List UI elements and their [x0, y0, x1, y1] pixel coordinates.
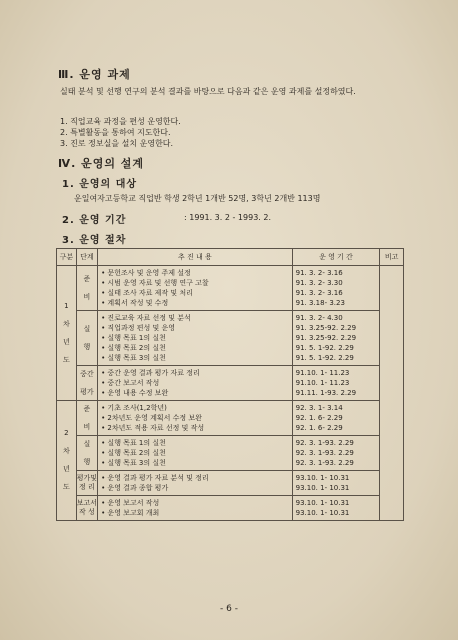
period-line: 92. 1. 6- 2.29: [295, 424, 343, 432]
period-cell: [292, 496, 380, 521]
period-line: 91. 3. 2- 4.30: [295, 314, 343, 322]
stage-label: 평가및 정 리: [76, 471, 97, 496]
content-line: • 실행 목표 3의 실천: [101, 354, 166, 362]
operation-period-value: : 1991. 3. 2 - 1993. 2.: [184, 213, 271, 222]
section-4-heading: Ⅳ. 운영의 설계: [58, 157, 145, 170]
stage-label: 중간 평가: [76, 366, 97, 401]
content-cell: [98, 436, 293, 471]
content-line: • 운영 결과 종합 평가: [101, 484, 169, 492]
period-line: 91.10. 1- 11.23: [295, 369, 350, 377]
table-row: [57, 401, 404, 436]
content-line: • 운영 결과 평가 자료 분석 및 정리: [101, 474, 209, 482]
content-line: • 중간 운영 결과 평가 자료 정리: [101, 369, 200, 377]
period-cell: [292, 366, 380, 401]
period-line: 91. 5. 1-92. 2.29: [295, 344, 354, 352]
header-category: 구분: [57, 249, 77, 266]
period-cell: [292, 311, 380, 366]
header-remarks: 비고: [380, 249, 404, 266]
header-content: 추 진 내 용: [98, 249, 293, 266]
stage-label: 준 비: [76, 401, 97, 436]
content-line: • 운영 보고회 개최: [101, 509, 160, 517]
content-cell: [98, 496, 293, 521]
stage-label: 준 비: [76, 266, 97, 311]
section-3-intro: 실태 분석 및 선행 연구의 분석 결과를 바탕으로 다음과 같은 운영 과제를 설정하였다.: [60, 87, 356, 96]
content-line: • 중간 보고서 작성: [101, 379, 160, 387]
section-3-heading: Ⅲ. 운영 과제: [58, 68, 131, 81]
table-row: [57, 366, 404, 401]
content-line: • 문헌조사 및 운영 주제 설정: [101, 269, 191, 277]
table-row: [57, 311, 404, 366]
content-cell: [98, 471, 293, 496]
stage-label: 보고서 작 성: [76, 496, 97, 521]
content-line: • 2차년도 운영 계획서 수정 보완: [101, 414, 202, 422]
period-line: 93.10. 1- 10.31: [295, 474, 350, 482]
period-line: 93.10. 1- 10.31: [295, 484, 350, 492]
header-stage: 단계: [76, 249, 97, 266]
content-line: • 계획서 작성 및 수정: [101, 299, 169, 307]
period-line: 93.10. 1- 10.31: [295, 509, 350, 517]
table-row: [57, 471, 404, 496]
period-line: 91. 3. 2- 3.30: [295, 279, 343, 287]
table-row: [57, 436, 404, 471]
content-line: • 운영 내용 수정 보완: [101, 389, 169, 397]
task-item-3: 3. 진로 정보실을 설치 운영한다.: [60, 139, 174, 148]
period-line: 91. 3.18- 3.23: [295, 299, 345, 307]
stage-label: 실 행: [76, 436, 97, 471]
period-cell: [292, 266, 380, 311]
period-line: 92. 3. 1-93. 2.29: [295, 439, 354, 447]
year-1-label: 1 차 년 도: [57, 266, 77, 401]
target-description: 운일여자고등학교 직업반 학생 2학년 1개반 52명, 3학년 2개반 113명: [74, 194, 321, 203]
page-number: - 6 -: [220, 604, 238, 614]
header-period: 운 영 기 간: [292, 249, 380, 266]
period-line: 92. 3. 1-93. 2.29: [295, 449, 354, 457]
period-line: 91. 3. 2- 3.16: [295, 289, 343, 297]
content-cell: [98, 401, 293, 436]
content-line: • 2차년도 적용 자료 선정 및 작성: [101, 424, 205, 432]
content-cell: [98, 311, 293, 366]
table-row: [57, 266, 404, 311]
table-row: [57, 496, 404, 521]
period-line: 92. 3. 1- 3.14: [295, 404, 343, 412]
content-line: • 실행 목표 3의 실천: [101, 459, 166, 467]
period-line: 91. 3. 2- 3.16: [295, 269, 343, 277]
content-line: • 직업과정 편성 및 운영: [101, 324, 175, 332]
period-cell: [292, 401, 380, 436]
period-line: 91.10. 1- 11.23: [295, 379, 350, 387]
content-line: • 진로교육 자료 선정 및 분석: [101, 314, 191, 322]
content-line: • 운영 보고서 작성: [101, 499, 160, 507]
content-cell: [98, 266, 293, 311]
period-line: 91.11. 1-93. 2.29: [295, 389, 357, 397]
period-cell: [292, 471, 380, 496]
content-line: • 실행 목표 2의 실천: [101, 344, 166, 352]
period-line: 93.10. 1- 10.31: [295, 499, 350, 507]
task-item-2: 2. 특별활동을 통하여 지도한다.: [60, 128, 171, 137]
period-line: 92. 1. 6- 2.29: [295, 414, 343, 422]
content-line: • 실행 목표 2의 실천: [101, 449, 166, 457]
task-item-1: 1. 직업교육 과정을 편성 운영한다.: [60, 117, 181, 126]
stage-label: 실 행: [76, 311, 97, 366]
subsection-period-heading: 2. 운영 기간: [62, 215, 127, 226]
period-line: 91. 3.25-92. 2.29: [295, 324, 357, 332]
procedure-table: [56, 248, 404, 521]
content-line: • 실행 목표 1의 실천: [101, 439, 166, 447]
content-line: • 시범 운영 자료 및 선행 연구 고찰: [101, 279, 209, 287]
subsection-procedure-heading: 3. 운영 절차: [62, 235, 127, 246]
period-line: 92. 3. 1-93. 2.29: [295, 459, 354, 467]
content-line: • 기초 조사(1,2학년): [101, 404, 167, 412]
period-line: 91. 3.25-92. 2.29: [295, 334, 357, 342]
year-2-label: 2 차 년 도: [57, 401, 77, 521]
content-line: • 실태 조사 자료 제작 및 처리: [101, 289, 193, 297]
table-header-row: [57, 249, 404, 266]
content-cell: [98, 366, 293, 401]
period-cell: [292, 436, 380, 471]
content-line: • 실행 목표 1의 실천: [101, 334, 166, 342]
period-line: 91. 5. 1-92. 2.29: [295, 354, 354, 362]
remarks-cell: [380, 266, 404, 521]
subsection-target-heading: 1. 운영의 대상: [62, 179, 138, 190]
